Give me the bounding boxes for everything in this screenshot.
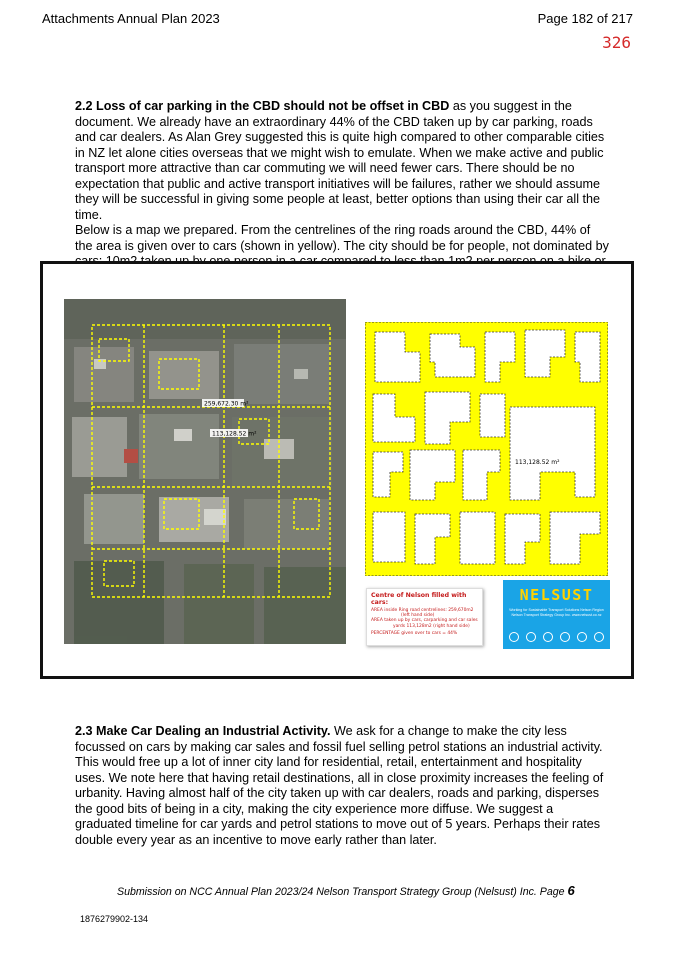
info-card-line: AREA inside Ring road centrelines: 259,670m2 <box>371 608 474 613</box>
aerial-car-area-label: 113,128.52 m² <box>212 430 257 438</box>
info-card-line: AREA taken up by cars, carparking and car sales <box>371 618 478 624</box>
footer-text: Submission on NCC Annual Plan 2023/24 Nelson Transport Strategy Group (Nelsust) Inc. Page <box>117 886 568 898</box>
section-2-2-heading: 2.2 Loss of car parking in the CBD should not be offset in CBD <box>75 99 450 113</box>
info-card-line: PERCENTAGE given over to cars = 44% <box>371 630 458 636</box>
aerial-photo <box>64 299 346 644</box>
plan-car-area-label: 113,128.52 m² <box>515 459 560 466</box>
info-card-title: Centre of Nelson filled with cars: <box>371 592 467 606</box>
document-id: 1876279902-134 <box>80 914 149 924</box>
section-2-3 <box>75 724 610 848</box>
info-card <box>366 588 483 646</box>
bus-icon <box>543 632 553 642</box>
header-left: Attachments Annual Plan 2023 <box>42 11 220 26</box>
walk-icon <box>509 632 519 642</box>
train-icon <box>560 632 570 642</box>
logo-wordmark: NELSUST <box>519 586 594 604</box>
section-2-3-heading: 2.3 Make Car Dealing an Industrial Activity. <box>75 724 331 738</box>
info-card-line: yards 113,128m2 (right hand side) <box>393 623 470 629</box>
page-stamp: 326 <box>602 33 631 52</box>
footer <box>117 883 575 898</box>
car-area-plan <box>365 322 608 576</box>
info-card-line: (left hand side) <box>401 613 435 619</box>
section-2-3-body: We ask for a change to make the city less focussed on cars by making car sales and fossil fuel selling petrol stations an industrial activity. This would free up a lot of inner city land for residential, retail, entertainment and hospitality uses. We note here that having retail destinations, all in close proximity increases the feeling of urbanity. Having almost half of the city taken up with car dealers, roads and parking, disperses the good bits of being in a city, making the city experience more diffuse. We suggest a graduated timeline for car yards and petrol stations to move out of 5 years. Perhaps their rates double every year as an incentive to move early rather than later. <box>75 724 604 847</box>
nelsust-logo <box>503 580 610 649</box>
car-share-icon <box>577 632 587 642</box>
logo-subtext-line: Nelson Transport Strategy Group Inc. www.nelsust.co.nz <box>511 613 602 617</box>
footer-page-number: 6 <box>567 883 575 898</box>
scooter-icon <box>594 632 604 642</box>
section-2-2-body2: Below is a map we prepared. From the centrelines of the ring roads around the CBD, 44% of the area is given over to cars (shown in yellow). The city should be for people, not dominated by <box>75 223 609 253</box>
aerial-total-area-label: 259,672.30 m² <box>204 400 249 408</box>
section-2-2 <box>75 99 610 285</box>
header-page-count: Page 182 of 217 <box>537 11 633 26</box>
logo-transport-icons <box>509 632 604 644</box>
section-2-2-body: as you suggest in the document. We already have an extraordinary 44% of the CBD taken up by car parking, roads and car dealers. As Alan Grey suggested this is quite high compared to other comparable cities in NZ let alone cities overseas that we might wish to emulate. When we make active and public transport more attractive than car commuting we will need fewer cars. There should be no expectation that public and active transport initiatives will be failures, rather we should assume they will be successful in giving some people at least, better options than using their car all the time. <box>75 99 605 222</box>
bike-icon <box>526 632 536 642</box>
logo-subtext <box>509 608 604 618</box>
cbd-car-area-figure <box>40 261 634 679</box>
logo-subtext-line: Working for Sustainable Transport Solutions Nelson Region <box>509 608 604 612</box>
